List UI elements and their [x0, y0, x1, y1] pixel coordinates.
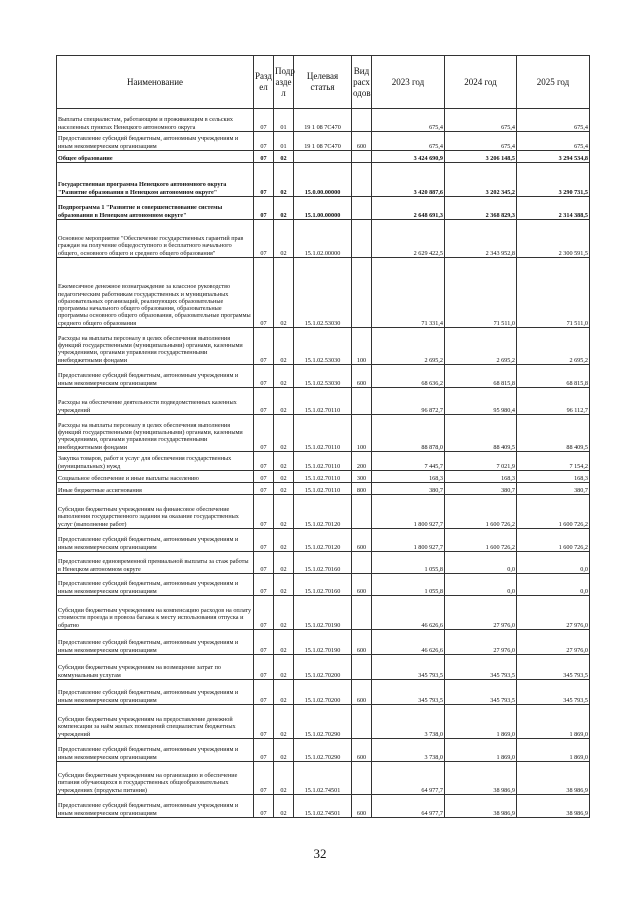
cell-target: 15.1.00.00000	[294, 197, 352, 220]
cell-name: Выплаты специалистам, работающим и проживающим в сельских населенных пунктах Ненецкого автономного округа	[57, 109, 254, 132]
cell-2025: 27 976,0	[517, 596, 590, 630]
cell-2024: 345 793,5	[445, 655, 517, 680]
cell-name: Предоставление субсидий бюджетным, автономным учреждениям и иным некоммерческим организациям	[57, 680, 254, 705]
cell-2023: 46 626,6	[372, 596, 445, 630]
cell-name: Субсидии бюджетным учреждениям на предоставление денежной компенсации за наём жилых помещений специалистам бюджетных учреждений	[57, 705, 254, 739]
table-row	[57, 220, 590, 258]
cell-2023: 3 738,0	[372, 705, 445, 739]
cell-2023: 1 055,8	[372, 552, 445, 574]
table-row	[57, 471, 590, 483]
cell-2025: 2 314 388,5	[517, 197, 590, 220]
cell-section: 07	[254, 415, 274, 452]
cell-subsection: 02	[274, 680, 294, 705]
cell-2024: 71 511,0	[445, 258, 517, 328]
cell-subsection: 02	[274, 739, 294, 762]
cell-subsection: 02	[274, 388, 294, 415]
table-row	[57, 630, 590, 655]
cell-2025: 345 793,5	[517, 655, 590, 680]
cell-expense-type	[352, 596, 372, 630]
cell-2025: 675,4	[517, 132, 590, 151]
cell-2023: 2 695,2	[372, 328, 445, 365]
header-subsection: Подр азде л	[274, 56, 294, 109]
cell-expense-type: 100	[352, 415, 372, 452]
cell-subsection: 02	[274, 197, 294, 220]
cell-target: 15.1.02.70110	[294, 471, 352, 483]
cell-target: 15.1.02.70190	[294, 596, 352, 630]
cell-section: 07	[254, 220, 274, 258]
cell-target: 15.1.02.70200	[294, 655, 352, 680]
cell-2023: 96 872,7	[372, 388, 445, 415]
cell-2023: 3 424 690,9	[372, 151, 445, 163]
table-row	[57, 574, 590, 596]
cell-target: 15.1.02.70120	[294, 529, 352, 552]
cell-section: 07	[254, 552, 274, 574]
cell-2025: 38 986,9	[517, 762, 590, 795]
cell-2024: 168,3	[445, 471, 517, 483]
cell-name: Общее образование	[57, 151, 254, 163]
cell-section: 07	[254, 388, 274, 415]
cell-target: 15.1.02.74501	[294, 795, 352, 818]
cell-2023: 2 629 422,5	[372, 220, 445, 258]
cell-subsection: 01	[274, 109, 294, 132]
cell-2025: 675,4	[517, 109, 590, 132]
table-row	[57, 415, 590, 452]
cell-target: 15.1.02.70200	[294, 680, 352, 705]
cell-section: 07	[254, 471, 274, 483]
table-header-row	[57, 56, 590, 109]
cell-expense-type: 600	[352, 795, 372, 818]
cell-target: 15.0.00.00000	[294, 163, 352, 197]
cell-target: 19 1 08 7С470	[294, 109, 352, 132]
cell-2025: 0,0	[517, 574, 590, 596]
cell-target: 15.1.02.53030	[294, 328, 352, 365]
cell-2024: 7 021,9	[445, 452, 517, 471]
table-row	[57, 365, 590, 388]
cell-expense-type	[352, 552, 372, 574]
cell-2023: 64 977,7	[372, 762, 445, 795]
cell-2025: 71 511,0	[517, 258, 590, 328]
cell-subsection: 02	[274, 365, 294, 388]
cell-2024: 675,4	[445, 109, 517, 132]
header-expense-type: Вид расх одов	[352, 56, 372, 109]
cell-section: 07	[254, 258, 274, 328]
table-row	[57, 705, 590, 739]
cell-expense-type: 600	[352, 529, 372, 552]
cell-name: Иные бюджетные ассигнования	[57, 483, 254, 495]
cell-expense-type: 600	[352, 365, 372, 388]
cell-subsection: 02	[274, 655, 294, 680]
cell-2024: 88 409,5	[445, 415, 517, 452]
cell-2023: 675,4	[372, 109, 445, 132]
cell-2023: 7 445,7	[372, 452, 445, 471]
cell-2024: 1 869,0	[445, 739, 517, 762]
cell-subsection: 02	[274, 495, 294, 529]
table-row	[57, 197, 590, 220]
table-row	[57, 795, 590, 818]
cell-2025: 1 600 726,2	[517, 495, 590, 529]
table-row	[57, 529, 590, 552]
cell-subsection: 02	[274, 163, 294, 197]
cell-target: 15.1.02.70290	[294, 739, 352, 762]
header-2023: 2023 год	[372, 56, 445, 109]
cell-target: 15.1.02.70110	[294, 415, 352, 452]
cell-subsection: 02	[274, 220, 294, 258]
cell-expense-type	[352, 388, 372, 415]
cell-2025: 0,0	[517, 552, 590, 574]
cell-expense-type	[352, 220, 372, 258]
cell-subsection: 01	[274, 132, 294, 151]
cell-expense-type	[352, 705, 372, 739]
cell-subsection: 02	[274, 552, 294, 574]
table-row	[57, 483, 590, 495]
table-row	[57, 552, 590, 574]
cell-subsection: 02	[274, 762, 294, 795]
cell-subsection: 02	[274, 328, 294, 365]
cell-subsection: 02	[274, 483, 294, 495]
cell-target: 15.1.02.70110	[294, 388, 352, 415]
cell-2024: 95 980,4	[445, 388, 517, 415]
cell-expense-type: 600	[352, 574, 372, 596]
cell-2025: 1 869,0	[517, 705, 590, 739]
cell-expense-type: 800	[352, 483, 372, 495]
cell-expense-type	[352, 163, 372, 197]
cell-expense-type: 200	[352, 452, 372, 471]
table-row	[57, 258, 590, 328]
cell-target: 15.1.02.74501	[294, 762, 352, 795]
cell-target: 15.1.02.70160	[294, 574, 352, 596]
cell-target: 15.1.02.70160	[294, 552, 352, 574]
cell-2023: 168,3	[372, 471, 445, 483]
cell-subsection: 02	[274, 630, 294, 655]
cell-2025: 1 869,0	[517, 739, 590, 762]
cell-expense-type	[352, 151, 372, 163]
cell-name: Расходы на выплаты персоналу в целях обеспечения выполнения функций государственными (муниципальными) органами, казенными учреждениями, органами управления государственными внебюджетными фондами	[57, 415, 254, 452]
cell-target: 15.1.02.00000	[294, 220, 352, 258]
cell-name: Основное мероприятие "Обеспечение государственных гарантий прав граждан на получение общедоступного и бесплатного начального общего, основного общего и среднего общего образования"	[57, 220, 254, 258]
table-row	[57, 452, 590, 471]
cell-expense-type	[352, 655, 372, 680]
table-row	[57, 495, 590, 529]
cell-2024: 38 986,9	[445, 762, 517, 795]
table-row	[57, 655, 590, 680]
cell-section: 07	[254, 452, 274, 471]
cell-section: 07	[254, 529, 274, 552]
cell-subsection: 02	[274, 471, 294, 483]
cell-section: 07	[254, 630, 274, 655]
cell-section: 07	[254, 163, 274, 197]
cell-section: 07	[254, 365, 274, 388]
cell-section: 07	[254, 574, 274, 596]
cell-2024: 345 793,5	[445, 680, 517, 705]
cell-2025: 68 815,8	[517, 365, 590, 388]
cell-subsection: 02	[274, 596, 294, 630]
cell-2025: 38 986,9	[517, 795, 590, 818]
cell-2024: 1 600 726,2	[445, 495, 517, 529]
table-row	[57, 109, 590, 132]
table-row	[57, 739, 590, 762]
cell-2024: 3 202 345,2	[445, 163, 517, 197]
cell-2025: 7 154,2	[517, 452, 590, 471]
cell-2025: 96 112,7	[517, 388, 590, 415]
cell-section: 07	[254, 596, 274, 630]
cell-2024: 0,0	[445, 574, 517, 596]
cell-name: Подпрограмма 1 "Развитие и совершенствование системы образования в Ненецком автономном округе"	[57, 197, 254, 220]
cell-2023: 2 648 691,3	[372, 197, 445, 220]
cell-expense-type: 600	[352, 739, 372, 762]
cell-section: 07	[254, 197, 274, 220]
cell-2025: 27 976,0	[517, 630, 590, 655]
cell-expense-type: 300	[352, 471, 372, 483]
cell-target: 15.1.02.70110	[294, 483, 352, 495]
cell-2024: 0,0	[445, 552, 517, 574]
cell-2024: 2 695,2	[445, 328, 517, 365]
cell-section: 07	[254, 328, 274, 365]
cell-section: 07	[254, 495, 274, 529]
cell-2025: 1 600 726,2	[517, 529, 590, 552]
cell-name: Расходы на обеспечение деятельности подведомственных казенных учреждений	[57, 388, 254, 415]
cell-2023: 68 636,2	[372, 365, 445, 388]
cell-subsection: 02	[274, 795, 294, 818]
table-row	[57, 680, 590, 705]
cell-2024: 2 343 952,8	[445, 220, 517, 258]
table-row	[57, 388, 590, 415]
cell-2024: 68 815,8	[445, 365, 517, 388]
cell-name: Закупка товаров, работ и услуг для обеспечения государственных (муниципальных) нужд	[57, 452, 254, 471]
cell-section: 07	[254, 795, 274, 818]
table-row	[57, 163, 590, 197]
cell-2024: 38 986,9	[445, 795, 517, 818]
cell-section: 07	[254, 705, 274, 739]
cell-name: Предоставление субсидий бюджетным, автономным учреждениям и иным некоммерческим организациям	[57, 365, 254, 388]
cell-2025: 2 300 591,5	[517, 220, 590, 258]
cell-name: Субсидии бюджетным учреждениям на компенсацию расходов на оплату стоимости проезда и провоза багажа к месту использования отпуска и обратно	[57, 596, 254, 630]
cell-2023: 1 800 927,7	[372, 495, 445, 529]
cell-name: Социальное обеспечение и иные выплаты населению	[57, 471, 254, 483]
header-section: Разд ел	[254, 56, 274, 109]
cell-2024: 675,4	[445, 132, 517, 151]
cell-name: Предоставление единовременной премиальной выплаты за стаж работы в Ненецком автономном округе	[57, 552, 254, 574]
cell-2025: 345 793,5	[517, 680, 590, 705]
cell-subsection: 02	[274, 574, 294, 596]
cell-expense-type: 600	[352, 680, 372, 705]
cell-expense-type: 100	[352, 328, 372, 365]
cell-2024: 3 206 148,5	[445, 151, 517, 163]
cell-expense-type	[352, 495, 372, 529]
cell-2023: 380,7	[372, 483, 445, 495]
cell-2025: 2 695,2	[517, 328, 590, 365]
cell-2023: 1 055,8	[372, 574, 445, 596]
cell-target: 15.1.02.53030	[294, 258, 352, 328]
cell-2023: 1 800 927,7	[372, 529, 445, 552]
table-row	[57, 762, 590, 795]
cell-subsection: 02	[274, 415, 294, 452]
cell-2025: 3 294 534,8	[517, 151, 590, 163]
cell-name: Предоставление субсидий бюджетным, автономным учреждениям и иным некоммерческим организациям	[57, 630, 254, 655]
cell-name: Субсидии бюджетным учреждениям на финансовое обеспечение выполнения государственного задания на оказание государственных услуг (выполнение работ)	[57, 495, 254, 529]
cell-name: Предоставление субсидий бюджетным, автономным учреждениям и иным некоммерческим организациям	[57, 132, 254, 151]
table-body	[57, 109, 590, 818]
header-name: Наименование	[57, 56, 254, 109]
cell-section: 07	[254, 132, 274, 151]
cell-2023: 71 331,4	[372, 258, 445, 328]
cell-2023: 46 626,6	[372, 630, 445, 655]
header-target: Целевая статья	[294, 56, 352, 109]
cell-subsection: 02	[274, 258, 294, 328]
table-row	[57, 596, 590, 630]
cell-name: Предоставление субсидий бюджетным, автономным учреждениям и иным некоммерческим организациям	[57, 574, 254, 596]
cell-subsection: 02	[274, 705, 294, 739]
cell-2023: 3 420 887,6	[372, 163, 445, 197]
cell-2024: 27 976,0	[445, 630, 517, 655]
cell-section: 07	[254, 655, 274, 680]
cell-subsection: 02	[274, 452, 294, 471]
cell-name: Государственная программа Ненецкого автономного округа "Развитие образования в Ненецком автономном округе"	[57, 163, 254, 197]
cell-target: 15.1.02.70290	[294, 705, 352, 739]
cell-2023: 345 793,5	[372, 655, 445, 680]
cell-name: Предоставление субсидий бюджетным, автономным учреждениям и иным некоммерческим организациям	[57, 529, 254, 552]
cell-2024: 1 600 726,2	[445, 529, 517, 552]
page-number: 32	[313, 846, 327, 861]
cell-expense-type: 600	[352, 630, 372, 655]
cell-name: Предоставление субсидий бюджетным, автономным учреждениям и иным некоммерческим организациям	[57, 739, 254, 762]
table-row	[57, 328, 590, 365]
cell-2023: 675,4	[372, 132, 445, 151]
cell-section: 07	[254, 762, 274, 795]
cell-name: Ежемесячное денежное вознаграждение за классное руководство педагогическим работникам государственных и муниципальных образовательных организаций, реализующих образовательные программы начального общего образования, образовательные программы основного общего образования, образовательные программы среднего общего образования	[57, 258, 254, 328]
cell-target: 15.1.02.53030	[294, 365, 352, 388]
cell-expense-type	[352, 197, 372, 220]
table-row	[57, 151, 590, 163]
cell-2025: 3 290 731,5	[517, 163, 590, 197]
cell-section: 07	[254, 151, 274, 163]
cell-name: Расходы на выплаты персоналу в целях обеспечения выполнения функций государственными (муниципальными) органами, казенными учреждениями, органами управления государственными внебюджетными фондами	[57, 328, 254, 365]
cell-2024: 1 869,0	[445, 705, 517, 739]
cell-expense-type	[352, 258, 372, 328]
cell-name: Предоставление субсидий бюджетным, автономным учреждениям и иным некоммерческим организациям	[57, 795, 254, 818]
budget-table	[56, 55, 590, 818]
cell-2023: 64 977,7	[372, 795, 445, 818]
header-2025: 2025 год	[517, 56, 590, 109]
cell-section: 07	[254, 109, 274, 132]
cell-2024: 380,7	[445, 483, 517, 495]
cell-name: Субсидии бюджетным учреждениям на организацию и обеспечение питания обучающихся в государственных общеобразовательных учреждениях (продукты питания)	[57, 762, 254, 795]
cell-subsection: 02	[274, 529, 294, 552]
cell-2025: 380,7	[517, 483, 590, 495]
cell-2023: 3 738,0	[372, 739, 445, 762]
cell-target: 15.1.02.70110	[294, 452, 352, 471]
cell-2023: 88 878,0	[372, 415, 445, 452]
cell-2025: 88 409,5	[517, 415, 590, 452]
cell-target: 19 1 08 7С470	[294, 132, 352, 151]
cell-expense-type	[352, 109, 372, 132]
cell-expense-type: 600	[352, 132, 372, 151]
cell-target: 15.1.02.70190	[294, 630, 352, 655]
header-2024: 2024 год	[445, 56, 517, 109]
cell-target: 15.1.02.70120	[294, 495, 352, 529]
cell-subsection: 02	[274, 151, 294, 163]
cell-name: Субсидии бюджетным учреждениям на возмещение затрат по коммунальным услугам	[57, 655, 254, 680]
cell-expense-type	[352, 762, 372, 795]
cell-section: 07	[254, 680, 274, 705]
cell-2023: 345 793,5	[372, 680, 445, 705]
cell-2024: 27 976,0	[445, 596, 517, 630]
cell-section: 07	[254, 739, 274, 762]
cell-2024: 2 368 829,3	[445, 197, 517, 220]
cell-section: 07	[254, 483, 274, 495]
cell-2025: 168,3	[517, 471, 590, 483]
cell-target	[294, 151, 352, 163]
table-row	[57, 132, 590, 151]
